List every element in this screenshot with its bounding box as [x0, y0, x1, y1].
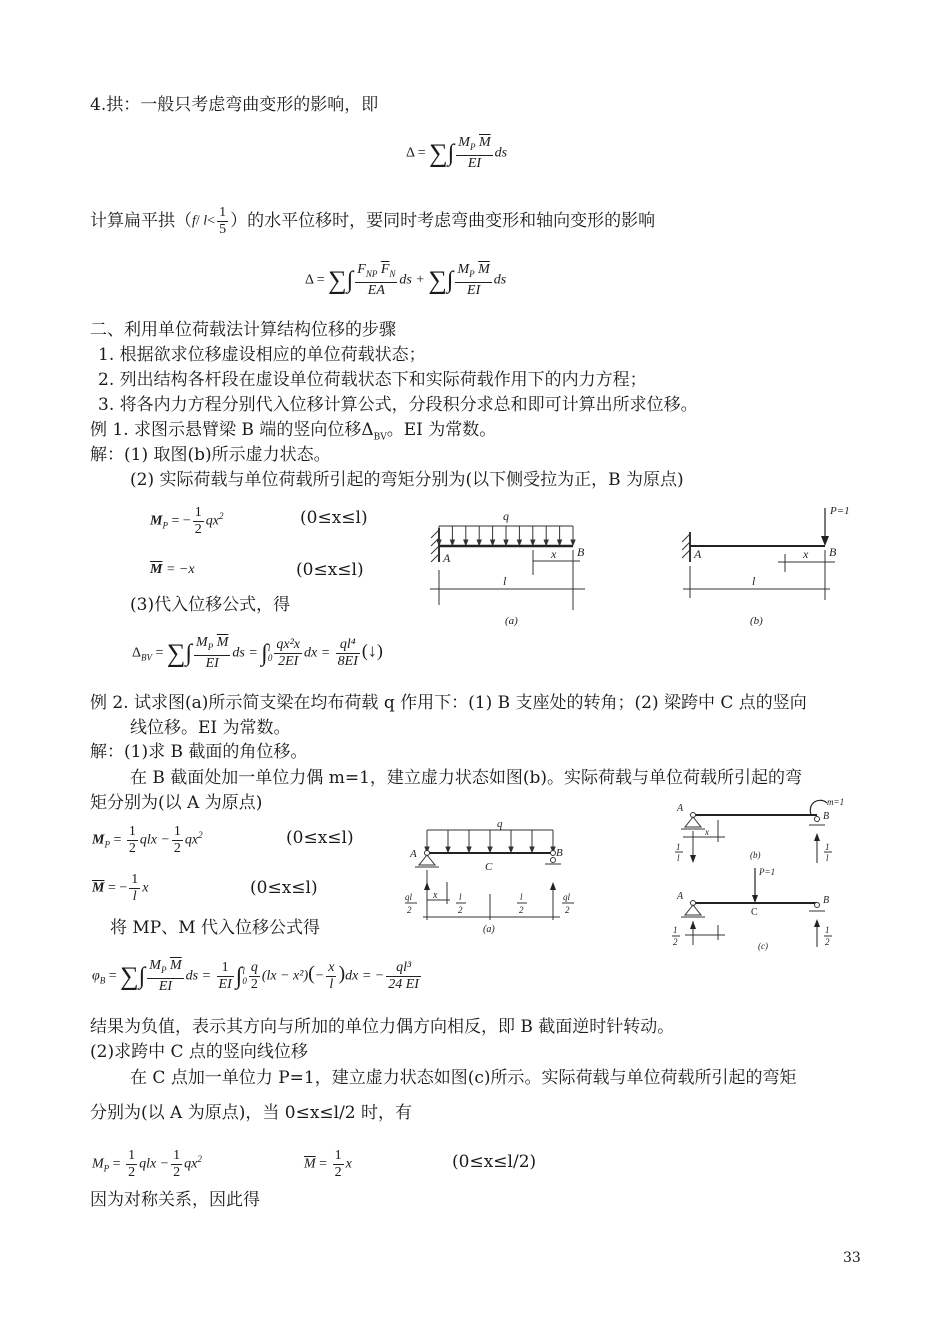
example2-part2-title: (2)求跨中 C 点的竖向线位移 — [90, 1042, 308, 1062]
example1-mp-range: (0≤x≤l) — [300, 508, 368, 528]
reaction-b-den: 2 — [565, 905, 570, 915]
example2-rotation-result: $\varphi_B$ = ∑∫ $\frac{M_P \overline{M}}{EI}$ ds = $\frac{1}{EI}$ ∫ l 0 $\frac{q}{2}$ (lx − x²)(− $\frac{x}{l}$ )dx = − $\frac{\text{ql³}}{24 EI}$ — [92, 958, 419, 994]
load-arrowhead — [446, 847, 450, 852]
figure-caption: (b) — [750, 850, 761, 860]
distributed-load-arrows — [425, 830, 555, 852]
dimension-x — [533, 550, 580, 610]
load-arrowhead — [450, 540, 454, 545]
load-arrowhead — [477, 540, 481, 545]
load-arrowhead — [558, 540, 562, 545]
example2-mp-range: (0≤x≤l) — [286, 828, 354, 848]
example1-solution-step1: 解：(1) 取图(b)所示虚力状态。 — [90, 445, 331, 465]
flat-arch-text: 计算扁平拱（f/ l< $\frac{1}{5}$ ）的水平位移时，要同时考虑弯曲变形和轴向变形的影响 — [90, 205, 656, 237]
load-arrowhead — [467, 847, 471, 852]
load-arrowhead — [531, 540, 535, 545]
point-label-a: A — [677, 803, 684, 814]
point-label-b: B — [823, 895, 830, 906]
reaction-b-den: 2 — [825, 937, 830, 947]
reaction-a-num: ql — [405, 892, 413, 902]
figure-caption: (a) — [483, 924, 495, 935]
point-label-a: A — [694, 547, 702, 561]
example2-symmetry-text: 因为对称关系，因此得 — [90, 1190, 260, 1210]
point-label-b: B — [829, 545, 837, 559]
point-label-b: B — [823, 811, 830, 822]
example2-figure-a — [395, 820, 595, 940]
example2-part2-text: 在 C 点加一单位力 P=1，建立虚力状态如图(c)所示。实际荷载与单位荷载所引起的弯矩 — [130, 1068, 797, 1088]
example1-solution-step3: (3)代入位移公式，得 — [130, 595, 291, 615]
dim-label-x: x — [803, 547, 809, 561]
example2-question: 例 2. 试求图(a)所示简支梁在均布荷载 q 作用下：(1) B 支座处的转角；(2) 梁跨中 C 点的竖向 — [90, 693, 807, 713]
example1-figure-b — [680, 500, 860, 630]
step-item: 3. 将各内力方程分别代入位移计算公式，分段积分求总和即可计算出所求位移。 — [98, 395, 698, 415]
dimension-l — [430, 570, 585, 605]
example2-part2-text-cont: 分别为(以 A 为原点)，当 0≤x≤l/2 时，有 — [90, 1103, 413, 1123]
example1-displacement-result: $\Delta_{BV}$ = ∑∫ $\frac{M_P \overline{M}}{EI}$ ds = ∫ l 0 $\frac{\text{qx²x}}{2EI}$ dx = $\frac{\text{ql⁴}}{8EI}$ (↓) — [132, 635, 383, 671]
load-arrowhead — [488, 847, 492, 852]
reaction-b-den: l — [826, 853, 829, 863]
dimension-lines — [685, 921, 725, 945]
example2-solution-step2-cont: 矩分别为(以 A 为原点) — [90, 793, 263, 813]
example2-substitute-text: 将 MP、M 代入位移公式得 — [110, 918, 321, 938]
dim-label-x: x — [705, 827, 709, 837]
point-label-c: C — [485, 861, 493, 873]
dimension-l — [683, 566, 830, 598]
reaction-b-num: 1 — [825, 925, 830, 935]
dim-label-x: x — [551, 547, 557, 561]
load-label-q: q — [503, 509, 509, 523]
formula-arch-axial: Δ = ∑∫ $\frac{F_{NP} \overline{F}_N}{EA}$ ds + ∑∫ $\frac{M_P \overline{M}}{EI}$ ds — [305, 262, 507, 298]
point-label-a: A — [677, 891, 684, 902]
load-arrowhead — [544, 540, 548, 545]
reaction-a-den: 2 — [673, 937, 678, 947]
half-span-2-num: l — [520, 892, 523, 902]
example2-solution-step2: 在 B 截面处加一单位力偶 m=1，建立虚力状态如图(b)。实际荷载与单位荷载所引起的弯 — [130, 768, 803, 788]
point-label-c: C — [751, 907, 758, 918]
example1-mbar-range: (0≤x≤l) — [296, 560, 364, 580]
example2-mbar2-formula: $\overline{M}$ = $\frac{1}{2}$ x — [304, 1148, 352, 1180]
figure-caption: (b) — [750, 615, 763, 627]
page-number: 33 — [843, 1250, 861, 1266]
example1-mp-formula: $M_P$ = − $\frac{1}{2}$ $qx^2$ — [150, 505, 224, 537]
half-span-1-den: 2 — [458, 905, 463, 915]
example2-figure-b — [665, 795, 865, 875]
reaction-b-num: 1 — [825, 842, 830, 852]
load-arrowhead — [437, 540, 441, 545]
dimension-lines — [423, 870, 560, 920]
example1-question: 例 1. 求图示悬臂梁 B 端的竖向位移$\Delta_{BV}$。EI 为常数。 — [90, 420, 497, 443]
point-label-b: B — [577, 545, 585, 559]
point-label-a: A — [410, 848, 417, 860]
dim-label-l: l — [503, 574, 507, 588]
load-label-p: P=1 — [759, 867, 776, 877]
example2-solution-step1: 解：(1)求 B 截面的角位移。 — [90, 742, 308, 762]
load-label-q: q — [497, 818, 503, 830]
reaction-a-num: 1 — [673, 925, 678, 935]
example2-mbar-range: (0≤x≤l) — [250, 878, 318, 898]
reaction-a-den: l — [677, 853, 680, 863]
reaction-a-num: 1 — [676, 842, 681, 852]
load-arrowhead — [504, 540, 508, 545]
reaction-b-num: ql — [563, 892, 571, 902]
reaction-a-den: 2 — [407, 905, 412, 915]
load-arrowhead — [530, 847, 534, 852]
step-item: 1. 根据欲求位移虚设相应的单位荷载状态； — [98, 345, 426, 365]
load-arrowhead — [491, 540, 495, 545]
example2-figure-c — [665, 865, 865, 955]
load-arrowhead — [509, 847, 513, 852]
example2-mp2-formula: $M_P$ = $\frac{1}{2}$ qlx − $\frac{1}{2}$ $qx^2$ — [92, 1148, 202, 1180]
example1-solution-step2: (2) 实际荷载与单位荷载所引起的弯矩分别为(以下侧受拉为正，B 为原点) — [130, 470, 684, 490]
example2-conclusion: 结果为负值，表示其方向与所加的单位力偶方向相反，即 B 截面逆时针转动。 — [90, 1017, 675, 1037]
figure-caption: (c) — [758, 941, 768, 951]
step-item: 2. 列出结构各杆段在虚设单位荷载状态下和实际荷载作用下的内力方程； — [98, 370, 647, 390]
example2-range2: (0≤x≤l/2) — [452, 1152, 537, 1172]
load-label-p: P=1 — [830, 505, 850, 517]
fixed-support-hatch — [431, 528, 439, 562]
dim-label-l: l — [752, 574, 756, 588]
half-span-2-den: 2 — [519, 905, 524, 915]
load-arrowhead — [517, 540, 521, 545]
example2-mbar-formula: $\overline{M}$ = − $\frac{1}{l}$ x — [92, 872, 149, 904]
point-label-b: B — [556, 847, 563, 859]
distributed-load-arrows — [437, 526, 575, 545]
half-span-1-num: l — [459, 892, 462, 902]
example1-figure-a — [425, 500, 605, 630]
figure-caption: (a) — [505, 615, 518, 627]
load-arrowhead — [464, 540, 468, 545]
load-arrowhead — [571, 540, 575, 545]
formula-arch-bending: Δ = ∑∫ $\frac{M_P \overline{M}}{EI}$ ds — [406, 135, 508, 171]
arch-heading: 4.拱：一般只考虑弯曲变形的影响，即 — [90, 95, 379, 115]
steps-title: 二、利用单位荷载法计算结构位移的步骤 — [90, 320, 396, 340]
dim-label-x: x — [433, 890, 438, 901]
couple-label-m: m=1 — [827, 797, 845, 807]
example2-mp-formula: $M_P$ = $\frac{1}{2}$ qlx − $\frac{1}{2}$ $qx^2$ — [92, 824, 203, 856]
fixed-support-hatch — [682, 532, 690, 562]
example1-mbar-formula: $\overline{M} = -x$ — [150, 562, 195, 577]
example2-question-cont: 线位移。EI 为常数。 — [130, 718, 291, 738]
point-label-a: A — [443, 551, 451, 565]
